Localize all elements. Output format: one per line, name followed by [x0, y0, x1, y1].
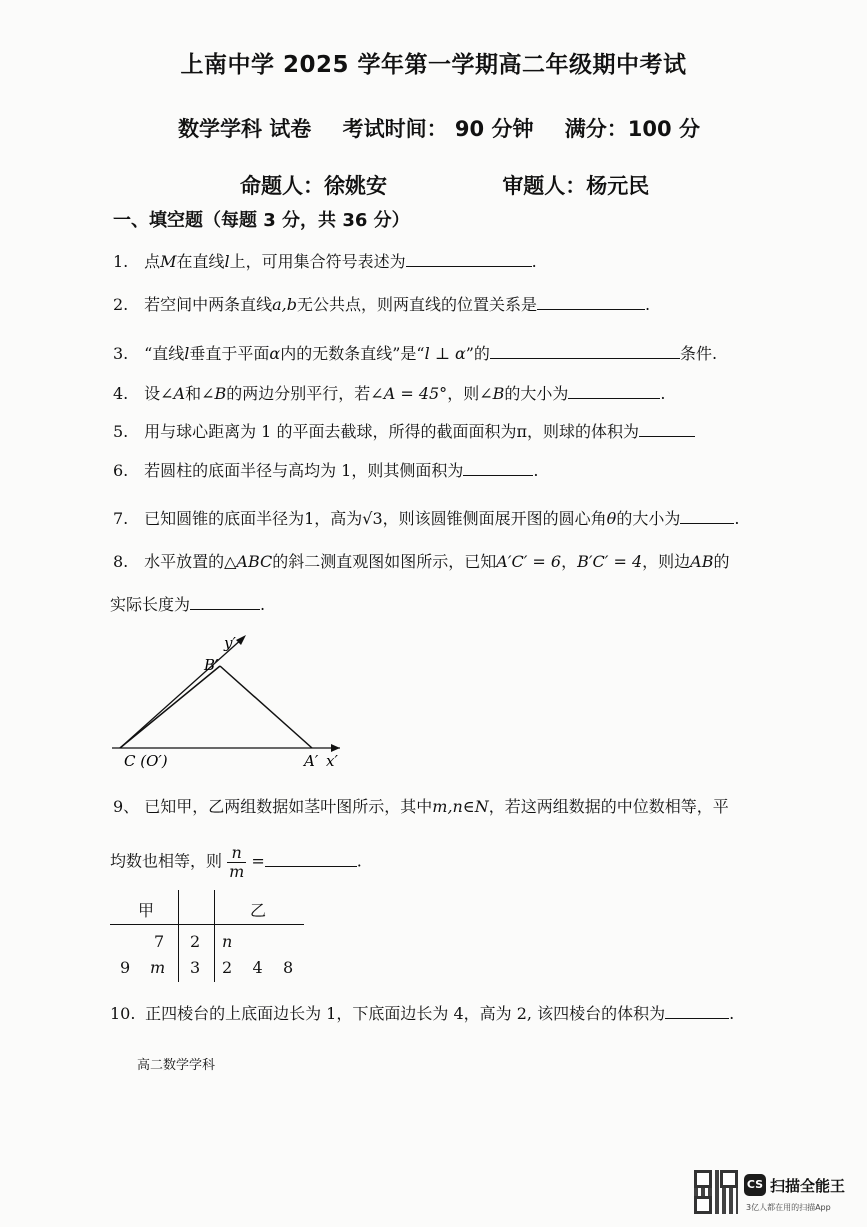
math-text: B′C′ = 4 — [577, 552, 643, 571]
question-text: 和 — [185, 384, 202, 403]
question-5 — [113, 422, 695, 440]
group-yi-header: 乙 — [250, 901, 267, 920]
question-10 — [110, 1004, 734, 1022]
question-text: 若空间中两条直线 — [144, 295, 273, 314]
question-text: ， — [561, 552, 578, 571]
leaf-left-row2a: 9 — [120, 958, 131, 977]
side-c-b — [120, 666, 220, 748]
answer-blank[interactable] — [537, 295, 645, 310]
question-text: 内的无数条直线”是“ — [280, 344, 425, 363]
question-text: ，则边 — [642, 552, 691, 571]
question-text: . — [734, 509, 740, 528]
question-text: ，则该圆锥侧面展开图的圆心角 — [382, 509, 607, 528]
math-text: l ⊥ α — [424, 344, 466, 363]
stem-leaf-plot — [110, 890, 310, 982]
question-8 — [113, 554, 730, 570]
answer-blank[interactable] — [568, 384, 660, 399]
scanner-app-name: 扫描全能王 — [770, 1177, 846, 1195]
question-text: 正四棱台的上底面边长为 1，下底面边长为 4，高为 2, 该四棱台的体积为 — [145, 1004, 666, 1023]
exam-title: 上南中学 2025 学年第一学期高二年级期中考试 — [180, 52, 687, 78]
author-label: 命题人：徐姚安 — [240, 174, 387, 198]
question-3 — [113, 344, 717, 362]
question-text: . — [533, 461, 539, 480]
vertex-b-label: B′ — [204, 656, 219, 674]
question-number: 4. — [113, 384, 129, 403]
math-text: m,n∈N — [432, 797, 489, 816]
page-footer: 高二数学学科 — [137, 1058, 216, 1073]
question-text: 若圆柱的底面半径与高均为 1，则其侧面积为 — [144, 461, 464, 480]
question-text: 的大小为 — [616, 509, 681, 528]
x-axis-arrow — [331, 744, 340, 752]
answer-blank[interactable] — [463, 461, 533, 476]
question-text: 均数也相等，则 — [110, 851, 223, 871]
x-axis-label: x′ — [326, 752, 338, 770]
leaf-left-row2b: m — [150, 958, 166, 977]
exam-info-line — [178, 113, 724, 143]
group-jia-header: 甲 — [138, 901, 155, 920]
answer-blank[interactable] — [665, 1004, 729, 1019]
question-number: 9、 — [113, 797, 140, 816]
question-text: . — [660, 384, 666, 403]
question-text: = — [251, 851, 265, 871]
answer-blank[interactable] — [406, 252, 532, 267]
math-text: ∠A — [160, 384, 186, 403]
math-text: √3 — [362, 509, 383, 528]
question-text: 无公共点，则两直线的位置关系是 — [296, 295, 537, 314]
math-text: AB — [690, 552, 714, 571]
answer-blank[interactable] — [490, 344, 680, 359]
question-number: 1. — [113, 252, 129, 271]
question-number: 3. — [113, 344, 129, 363]
question-text: 设 — [144, 384, 161, 403]
camscanner-logo-icon: CS — [744, 1174, 766, 1196]
question-text: 在直线 — [176, 252, 225, 271]
question-text: 用与球心距离为 1 的平面去截球，所得的截面面积为π，则球的体积为 — [144, 422, 639, 441]
question-text: 水平放置的 — [144, 552, 225, 571]
math-text: ∠B — [201, 384, 227, 403]
leaf-left-row1: 7 — [154, 932, 165, 951]
question-9-line2 — [110, 844, 362, 880]
math-text: l — [224, 252, 230, 271]
question-number: 2. — [113, 295, 129, 314]
authors-line — [240, 170, 649, 200]
math-text: α — [269, 344, 281, 363]
question-text: 上，可用集合符号表述为 — [229, 252, 406, 271]
math-text: l — [184, 344, 190, 363]
answer-blank[interactable] — [680, 509, 734, 524]
leaf-right-row1: n — [222, 932, 233, 951]
math-text: a,b — [272, 295, 297, 314]
math-text: M — [160, 252, 177, 271]
fraction-n-over-m — [227, 844, 246, 880]
question-text: . — [729, 1004, 735, 1023]
question-text: 的 — [713, 552, 730, 571]
leaf-right-row2: 2 4 8 — [222, 958, 294, 977]
fraction-denominator: m — [229, 861, 245, 881]
vertex-a-label: A′ — [304, 752, 319, 770]
question-text: 实际长度为 — [110, 595, 191, 614]
question-8-line2 — [110, 595, 265, 613]
oblique-projection-figure — [100, 628, 360, 778]
question-4 — [113, 384, 665, 402]
y-axis-label: y′ — [224, 634, 236, 652]
math-text: θ — [606, 509, 617, 528]
question-2 — [113, 295, 650, 313]
question-1 — [113, 252, 537, 270]
question-number: 5. — [113, 422, 129, 441]
question-7 — [113, 509, 739, 527]
question-text: ，若这两组数据的中位数相等，平 — [488, 797, 729, 816]
header-divider — [110, 924, 304, 925]
score-label: 满分：100 分 — [564, 117, 700, 141]
question-text: 垂直于平面 — [189, 344, 270, 363]
question-text: 的两边分别平行，若 — [226, 384, 371, 403]
section-heading: 一、填空题（每题 3 分，共 36 分） — [113, 210, 410, 231]
question-text: 的大小为 — [504, 384, 569, 403]
stem-divider-left — [178, 890, 179, 982]
scanner-tagline: 3亿人都在用的扫描App — [746, 1203, 831, 1212]
math-text: ∠B — [479, 384, 505, 403]
side-b-a — [220, 666, 312, 748]
question-text: ，则 — [447, 384, 480, 403]
stem-divider-right — [214, 890, 215, 982]
question-text: 条件. — [679, 344, 718, 363]
question-text: 已知甲，乙两组数据如茎叶图所示，其中 — [144, 797, 433, 816]
question-text: . — [645, 295, 651, 314]
question-text: 已知圆锥的底面半径为1，高为 — [144, 509, 363, 528]
math-text: △ABC — [224, 552, 273, 571]
vertex-c-label: C (O′) — [124, 752, 168, 770]
question-number: 6. — [113, 461, 129, 480]
y-axis-line — [120, 638, 243, 748]
question-number: 10. — [110, 1004, 136, 1023]
math-text: A′C′ = 6 — [496, 552, 562, 571]
question-text: 点 — [144, 252, 161, 271]
subject-label: 数学学科 试卷 — [178, 117, 312, 141]
question-text: ”的 — [465, 344, 490, 363]
question-number: 8. — [113, 552, 129, 571]
time-label: 考试时间： 90 分钟 — [342, 117, 534, 141]
question-text: 的斜二测直观图如图所示，已知 — [272, 552, 497, 571]
question-text: . — [260, 595, 266, 614]
stem-row2: 3 — [190, 958, 201, 977]
question-6 — [113, 461, 538, 479]
answer-blank[interactable] — [265, 852, 357, 867]
answer-blank[interactable] — [639, 422, 695, 437]
question-9 — [113, 799, 729, 815]
qr-code-icon — [694, 1170, 738, 1214]
stem-row1: 2 — [190, 932, 201, 951]
question-text: “直线 — [144, 344, 185, 363]
question-text: . — [356, 851, 362, 871]
reviewer-label: 审题人：杨元民 — [502, 174, 650, 198]
answer-blank[interactable] — [190, 595, 260, 610]
math-text: ∠A = 45° — [370, 384, 448, 403]
fraction-numerator: n — [227, 844, 246, 863]
question-number: 7. — [113, 509, 129, 528]
question-text: . — [531, 252, 537, 271]
